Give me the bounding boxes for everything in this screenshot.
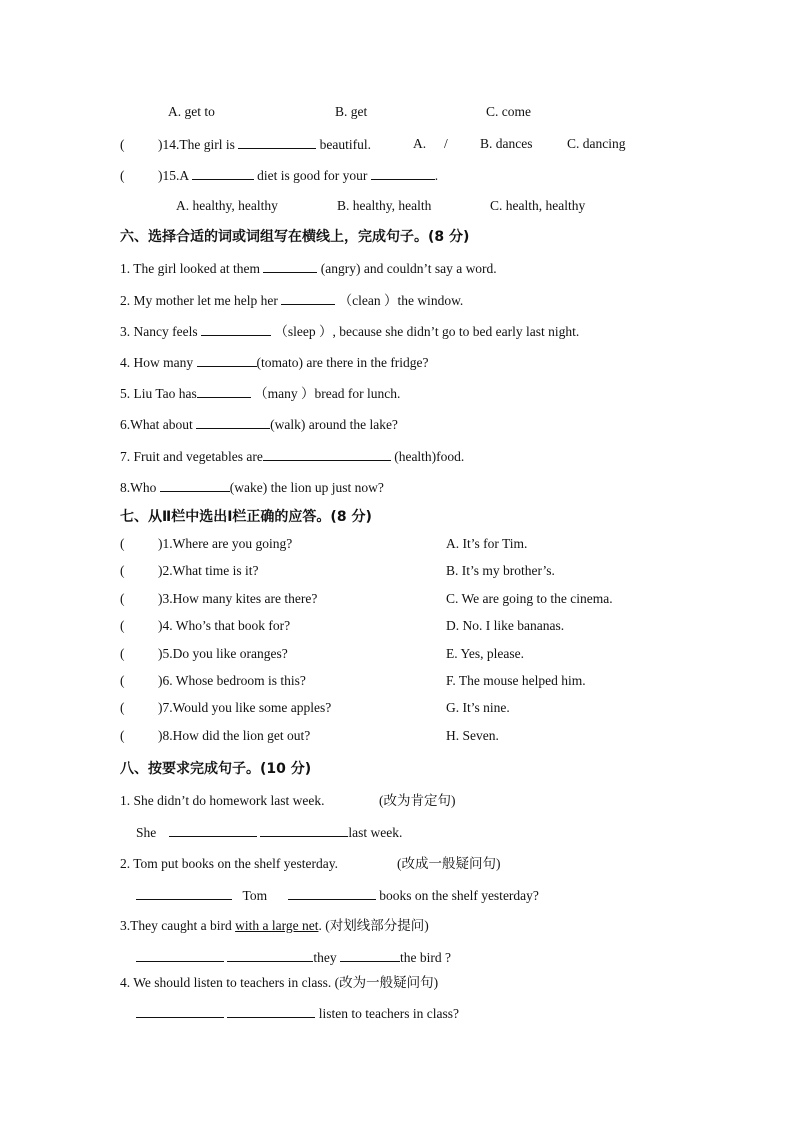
q13-option-c: C. come: [486, 104, 531, 119]
s7-answer-f: F. The mouse helped him.: [446, 673, 586, 688]
s6-item-3-blank[interactable]: [201, 322, 271, 336]
s8-q4-note: (改为一般疑问句): [334, 975, 439, 990]
s7-question-3: [120, 590, 317, 608]
s8-q4-answer-post: listen to teachers in class?: [318, 1006, 459, 1021]
s7-question-5-text: )5.Do you like oranges?: [158, 646, 288, 661]
s6-item-1: [120, 259, 497, 278]
s7-answer-h: H. Seven.: [446, 728, 499, 743]
s6-item-8-post: (wake) the lion up just now?: [229, 480, 384, 495]
q13-option-a: A. get to: [168, 104, 215, 119]
s7-question-2: [120, 562, 258, 580]
s8-q2-text: 2. Tom put books on the shelf yesterday.: [120, 856, 339, 871]
s6-item-6-pre: 6.What about: [120, 417, 193, 432]
section-6-heading: 六、选择合适的词或词组写在横线上，完成句子。(8 分): [120, 229, 470, 245]
s6-item-5-pre: 5. Liu Tao has: [120, 386, 197, 401]
q15-stem: )15.A: [158, 168, 189, 183]
s8-q3-answer: [136, 948, 451, 967]
answer-paren: (: [120, 137, 125, 152]
s8-q3-blank-1[interactable]: [136, 948, 224, 962]
s8-q4-text: 4. We should listen to teachers in class.: [120, 975, 332, 990]
q15-end: .: [434, 168, 439, 183]
q14-option-a-value: /: [444, 136, 448, 151]
s7-question-5: [120, 645, 288, 663]
s6-item-4-post: (tomato) are there in the fridge?: [256, 355, 429, 370]
s6-item-3-pre: 3. Nancy feels: [120, 324, 198, 339]
section-7-heading: 七、从Ⅱ栏中选出Ⅰ栏正确的应答。(8 分): [120, 509, 372, 525]
s8-q1-blank-1[interactable]: [169, 823, 257, 837]
s8-q3: [120, 917, 429, 935]
s7-question-7-text: )7.Would you like some apples?: [158, 700, 332, 715]
s6-item-4-pre: 4. How many: [120, 355, 194, 370]
q14-blank[interactable]: [238, 135, 316, 149]
s6-item-3: [120, 322, 579, 341]
q14-after: beautiful.: [319, 137, 371, 152]
s8-q3-pre: 3.They caught a bird: [120, 918, 232, 933]
s8-q4: [120, 974, 438, 992]
answer-paren: (: [120, 728, 125, 743]
s6-item-7-pre: 7. Fruit and vegetables are: [120, 449, 263, 464]
s8-q1-answer-pre: She: [136, 825, 157, 840]
s8-q2-blank-2[interactable]: [288, 886, 376, 900]
s8-q3-blank-3[interactable]: [340, 948, 400, 962]
s7-question-6-text: )6. Whose bedroom is this?: [158, 673, 306, 688]
s8-q3-post: . (对划线部分提问): [318, 918, 429, 933]
s7-question-6: [120, 672, 306, 690]
s8-q4-answer: [136, 1004, 459, 1023]
s8-q3-answer-post: the bird ?: [400, 950, 451, 965]
s7-answer-g: G. It’s nine.: [446, 700, 510, 715]
s6-item-8-pre: 8.Who: [120, 480, 157, 495]
s7-question-7: [120, 699, 331, 717]
section-8-heading: 八、按要求完成句子。(10 分): [120, 761, 312, 777]
s6-item-2: [120, 291, 463, 310]
s6-item-3-post: （sleep ）, because she didn’t go to bed early last night.: [274, 324, 580, 339]
s6-item-6-post: (walk) around the lake?: [270, 417, 398, 432]
q15-blank-1[interactable]: [192, 166, 254, 180]
s6-item-4: [120, 353, 429, 372]
s8-q1: [120, 792, 324, 810]
s8-q2: [120, 855, 338, 873]
s6-item-5-blank[interactable]: [197, 384, 251, 398]
s8-q2-answer-mid: Tom: [242, 888, 268, 903]
s6-item-1-post: (angry) and couldn’t say a word.: [320, 261, 497, 276]
s8-q3-underlined-part: with a large net: [235, 918, 319, 933]
s8-q2-blank-1[interactable]: [136, 886, 232, 900]
s7-answer-a: A. It’s for Tim.: [446, 536, 528, 551]
s8-q2-answer: [136, 886, 539, 905]
s8-q1-answer-post: last week.: [348, 825, 403, 840]
s7-question-1: [120, 535, 292, 553]
s6-item-4-blank[interactable]: [197, 353, 257, 367]
q14-option-a: A.: [413, 136, 427, 151]
s8-q2-answer-post: books on the shelf yesterday?: [379, 888, 539, 903]
s6-item-1-blank[interactable]: [263, 259, 317, 273]
q15-blank-2[interactable]: [371, 166, 435, 180]
s6-item-5-post: （many ）bread for lunch.: [254, 386, 401, 401]
s6-item-1-pre: 1. The girl looked at them: [120, 261, 260, 276]
q15-option-b: B. healthy, health: [337, 198, 432, 213]
q13-option-b: B. get: [335, 104, 368, 119]
s6-item-7-blank[interactable]: [263, 447, 391, 461]
q15-option-c: C. health, healthy: [490, 198, 586, 213]
s8-q3-answer-mid: they: [313, 950, 337, 965]
s7-question-2-text: )2.What time is it?: [158, 563, 259, 578]
q15-mid: diet is good for your: [257, 168, 368, 183]
s7-question-4-text: )4. Who’s that book for?: [158, 618, 291, 633]
s7-answer-c: C. We are going to the cinema.: [446, 591, 613, 606]
s6-item-2-blank[interactable]: [281, 291, 335, 305]
q14-stem: )14.The girl is: [158, 137, 235, 152]
answer-paren: (: [120, 563, 125, 578]
q14-option-c: C. dancing: [567, 136, 626, 151]
answer-paren: (: [120, 536, 125, 551]
s6-item-2-post: （clean ）the window.: [338, 293, 464, 308]
s7-question-8-text: )8.How did the lion get out?: [158, 728, 311, 743]
answer-paren: (: [120, 700, 125, 715]
answer-paren: (: [120, 591, 125, 606]
s6-item-7: [120, 447, 464, 466]
s6-item-7-post: (health)food.: [394, 449, 465, 464]
s8-q3-blank-2[interactable]: [227, 948, 313, 962]
s6-item-6-blank[interactable]: [196, 415, 270, 429]
s6-item-8-blank[interactable]: [160, 478, 230, 492]
s8-q1-blank-2[interactable]: [260, 823, 348, 837]
s6-item-5: [120, 384, 400, 403]
s7-question-3-text: )3.How many kites are there?: [158, 591, 318, 606]
q14-option-b: B. dances: [480, 136, 533, 151]
s6-item-6: [120, 415, 398, 434]
s8-q1-answer: [136, 823, 402, 842]
q15-option-a: A. healthy, healthy: [176, 198, 278, 213]
s7-answer-b: B. It’s my brother’s.: [446, 563, 555, 578]
answer-paren: (: [120, 168, 125, 183]
s7-question-8: [120, 727, 310, 745]
s8-q2-note: (改成一般疑问句): [397, 856, 501, 871]
q15-line: [120, 166, 438, 185]
s6-item-8: [120, 478, 384, 497]
q14-line: [120, 135, 371, 154]
s7-question-4: [120, 617, 290, 635]
answer-paren: (: [120, 673, 125, 688]
s7-answer-d: D. No. I like bananas.: [446, 618, 565, 633]
s6-item-2-pre: 2. My mother let me help her: [120, 293, 278, 308]
s8-q1-note: (改为肯定句): [379, 793, 456, 808]
s7-question-1-text: )1.Where are you going?: [158, 536, 293, 551]
answer-paren: (: [120, 618, 125, 633]
s8-q4-blank-2[interactable]: [227, 1004, 315, 1018]
s8-q4-blank-1[interactable]: [136, 1004, 224, 1018]
answer-paren: (: [120, 646, 125, 661]
s7-answer-e: E. Yes, please.: [446, 646, 524, 661]
s8-q1-text: 1. She didn’t do homework last week.: [120, 793, 325, 808]
